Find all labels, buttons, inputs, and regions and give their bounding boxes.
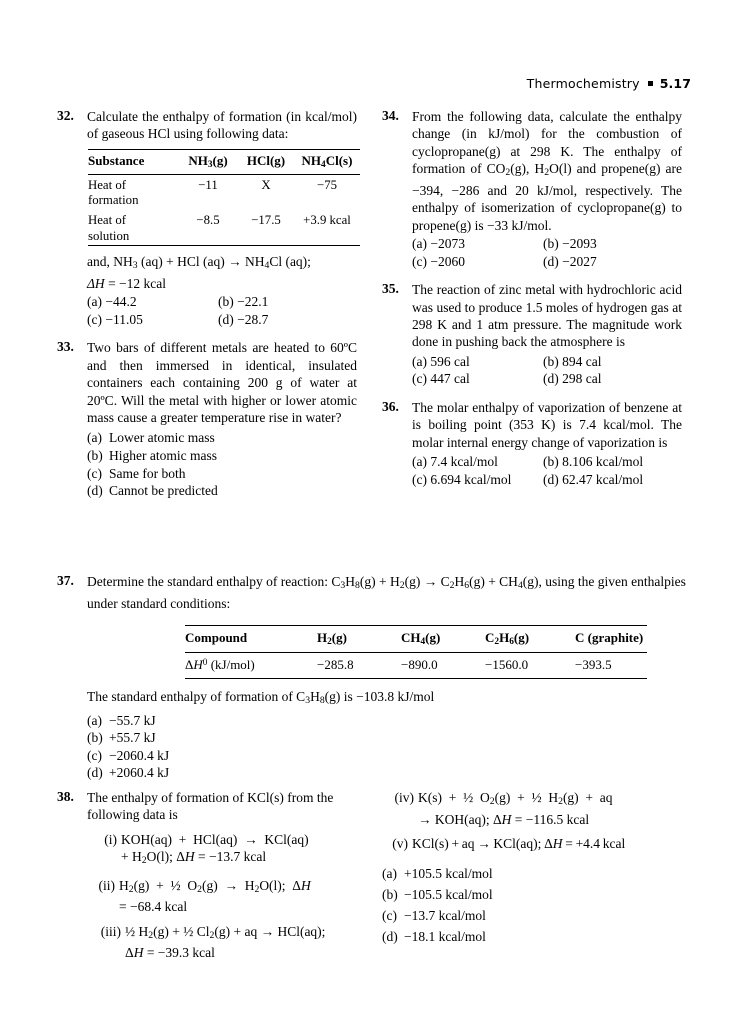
option-d[interactable]: (d) 62.47 kcal/mol <box>543 471 644 487</box>
question-33-options <box>87 429 357 499</box>
option-b[interactable]: (b) Higher atomic mass <box>87 447 217 463</box>
question-37-body <box>57 573 689 782</box>
question-number: 35. <box>382 281 399 297</box>
question-38-data-items-left <box>87 831 357 962</box>
question-38-left-column <box>57 789 357 969</box>
option-c[interactable]: (c) −2060 <box>412 253 465 269</box>
question-36-options <box>412 453 682 488</box>
table-header-cell: C (graphite) <box>575 625 647 652</box>
option-row <box>412 471 682 489</box>
table-cell: −393.5 <box>575 652 647 678</box>
question-36 <box>382 399 682 488</box>
data-item-text: KCl(s) + aq → KCl(aq); ΔH = +4.4 kcal <box>412 835 626 851</box>
question-number: 36. <box>382 398 399 414</box>
question-stem: Determine the standard enthalpy of reaction: $C_3H_8(g) + H_2(g) \to C_2H_6(g) + CH_4(g)$, using the given enthalpies under standard conditions: <box>87 574 686 611</box>
question-stem: From the following data, calculate the enthalpy change (in kJ/mol) for the combustion of cyclopropane(g) at 298 K. The enthalpy of formation of $CO_2(g)$, $H_2O(l)$ and propene(g) are −394, −286 and 20 kJ/mol, respectively. The enthalpy of isomerization of cyclopropane(g) to propene(g) is −33 kJ/mol. <box>412 109 682 233</box>
table-cell: −8.5 <box>178 210 238 246</box>
option-b[interactable]: (b) −22.1 <box>218 294 269 310</box>
option-c[interactable]: (c) 447 cal <box>412 371 470 387</box>
option-row <box>412 353 682 371</box>
question-35 <box>382 281 682 388</box>
option-a[interactable]: (a) 596 cal <box>412 353 470 369</box>
data-item-text: $H_2(g)$ + ½ $O_2(g) \to H_2O(l)$; ΔH = −68.4 kcal <box>119 877 311 915</box>
option-c[interactable]: (c) −11.05 <box>87 311 143 327</box>
table-cell: −17.5 <box>238 210 294 246</box>
option-a[interactable]: (a) Lower atomic mass <box>87 430 215 446</box>
option-c[interactable]: (c) −13.7 kcal/mol <box>382 908 486 924</box>
option-a[interactable]: (a) −44.2 <box>87 294 137 310</box>
option-d[interactable]: (d) +2060.4 kJ <box>87 765 170 781</box>
option-b[interactable]: (b) 894 cal <box>543 353 602 369</box>
data-item-label: (iii) <box>100 923 121 939</box>
question-37 <box>57 573 689 782</box>
question-37-options <box>87 712 689 782</box>
table-header-cell: $NH_4Cl(s)$ <box>294 149 360 174</box>
table-cell: X <box>238 174 294 210</box>
left-column <box>57 108 357 511</box>
question-number: 32. <box>57 108 74 123</box>
running-head-chapter-title: Thermochemistry <box>526 76 640 91</box>
table-header-cell: $H_2(g)$ <box>317 625 401 652</box>
option-b[interactable]: (b) +55.7 kJ <box>87 730 156 746</box>
table-row-label: Heat of solution <box>88 210 178 246</box>
table-cell: −1560.0 <box>485 652 575 678</box>
option-d[interactable]: (d) −2027 <box>543 253 597 269</box>
question-stem: The reaction of zinc metal with hydrochloric acid was used to produce 1.5 moles of hydrogen gas at 298 K and 1 atm pressure. The magnitude work done in pushing back the atmosphere is <box>412 282 682 350</box>
right-column <box>382 108 682 499</box>
option-row <box>412 370 682 388</box>
square-bullet-icon <box>648 81 653 86</box>
data-item-v <box>382 835 682 852</box>
data-item-ii <box>87 877 357 916</box>
option-row <box>87 311 357 329</box>
question-number: 34. <box>382 108 399 123</box>
option-a[interactable]: (a) 7.4 kcal/mol <box>412 454 498 470</box>
data-item-label: (ii) <box>98 877 115 893</box>
question-stem: Calculate the enthalpy of formation (in kcal/mol) of gaseous HCl using following data: <box>87 109 357 142</box>
question-38-body <box>57 789 357 962</box>
question-32-options <box>87 293 357 328</box>
table-header-cell: HCl(g) <box>238 149 294 174</box>
question-35-options <box>412 353 682 388</box>
question-stem: The molar enthalpy of vaporization of benzene at is boiling point (353 K) is 7.4 kcal/mol. The molar internal energy change of vaporization is <box>412 399 682 450</box>
table-header-cell: $C_2H_6(g)$ <box>485 625 575 652</box>
question-37-after-table-text: The standard enthalpy of formation of $C_3H_8(g)$ is −103.8 kJ/mol <box>87 688 435 707</box>
option-a[interactable]: (a) −2073 <box>412 235 465 251</box>
data-item-i <box>87 831 357 870</box>
table-header-cell: Substance <box>88 149 178 174</box>
page-number: 5.17 <box>659 76 691 91</box>
data-item-text: ½ $H_2(g)$ + ½ $Cl_2(g)$ + aq → HCl(aq); ΔH = −39.3 kcal <box>125 923 326 961</box>
question-number: 37. <box>57 573 74 588</box>
option-d[interactable]: (d) 298 cal <box>543 371 602 387</box>
table-header-cell: $NH_3(g)$ <box>178 149 238 174</box>
data-item-iii <box>87 923 357 962</box>
option-b[interactable]: (b) 8.106 kcal/mol <box>543 454 644 470</box>
data-item-iv <box>382 789 682 828</box>
question-38-right-column <box>382 789 682 947</box>
option-c[interactable]: (c) Same for both <box>87 465 186 481</box>
option-c[interactable]: (c) 6.694 kcal/mol <box>412 471 512 487</box>
running-head <box>527 76 691 91</box>
question-37-data-table <box>185 625 647 679</box>
question-stem: Two bars of different metals are heated to 60ºC and then immersed in identical, insulated containers each containing 200 g of water at 20ºC. Will the metal with higher or lower atomic mass cause a greater temperature rise in water? <box>87 340 357 425</box>
question-stem: The enthalpy of formation of KCl(s) from the following data is <box>87 790 334 823</box>
table-cell: −11 <box>178 174 238 210</box>
data-item-text: K(s) + ½ $O_2(g)$ + ½ $H_2(g)$ + aq → KOH(aq); ΔH = −116.5 kcal <box>418 790 613 827</box>
option-row <box>412 235 682 253</box>
option-row <box>412 253 682 271</box>
option-d[interactable]: (d) −18.1 kcal/mol <box>382 929 486 945</box>
option-c[interactable]: (c) −2060.4 kJ <box>87 747 170 763</box>
option-d[interactable]: (d) Cannot be predicted <box>87 483 218 499</box>
table-header-cell: $CH_4(g)$ <box>401 625 485 652</box>
question-number: 33. <box>57 339 74 355</box>
table-row-label: Heat of formation <box>88 174 178 210</box>
question-32 <box>57 108 357 328</box>
table-row-label: $\Delta H^0$ (kJ/mol) <box>185 652 317 678</box>
table-cell: −285.8 <box>317 652 401 678</box>
table-cell: +3.9 kcal <box>294 210 360 246</box>
option-a[interactable]: (a) −55.7 kJ <box>87 712 156 728</box>
data-item-label: (i) <box>104 831 117 847</box>
data-item-label: (v) <box>392 835 408 851</box>
option-b[interactable]: (b) −105.5 kcal/mol <box>382 887 493 903</box>
question-34-options <box>412 235 682 270</box>
option-row <box>412 453 682 471</box>
option-b[interactable]: (b) −2093 <box>543 235 597 251</box>
question-number: 38. <box>57 789 74 804</box>
question-38-options <box>382 863 682 947</box>
table-cell: −75 <box>294 174 360 210</box>
option-d[interactable]: (d) −28.7 <box>218 311 269 327</box>
data-item-text: KOH(aq) + HCl(aq) → KCl(aq) + $H_2O(l)$; ΔH = −13.7 kcal <box>121 831 309 867</box>
option-a[interactable]: (a) +105.5 kcal/mol <box>382 866 493 882</box>
question-33 <box>57 339 357 499</box>
question-32-after-table-text: and, $NH_3$ (aq) + HCl $(aq) \to NH_4Cl$ (aq); ΔH = −12 kcal <box>87 254 311 291</box>
question-34 <box>382 108 682 270</box>
question-32-data-table <box>88 149 360 246</box>
option-row <box>87 293 357 311</box>
table-header-cell: Compound <box>185 625 317 652</box>
table-cell: −890.0 <box>401 652 485 678</box>
data-item-label: (iv) <box>394 790 414 805</box>
question-38-data-items-right <box>382 789 682 852</box>
